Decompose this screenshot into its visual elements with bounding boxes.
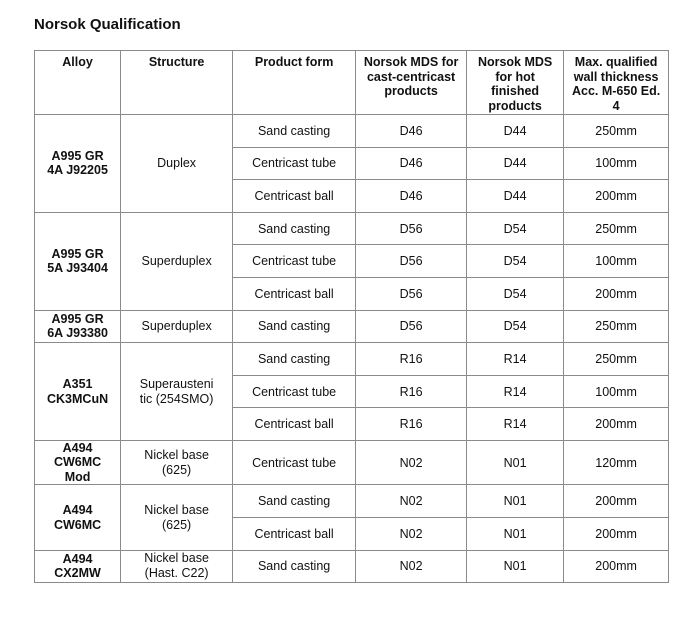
wall-thickness-cell: 200mm <box>564 485 669 518</box>
structure-label: Superduplex <box>141 253 212 268</box>
mds-cast-cell: D56 <box>356 310 467 343</box>
product-form-cell: Centricast tube <box>233 245 356 278</box>
alloy-cell <box>35 343 121 441</box>
mds-hot-cell: R14 <box>467 343 564 376</box>
product-form-cell: Sand casting <box>233 485 356 518</box>
mds-hot-cell: D54 <box>467 212 564 245</box>
structure-cell <box>121 343 233 441</box>
product-form-cell: Centricast ball <box>233 518 356 551</box>
table-row <box>35 212 669 245</box>
wall-thickness-cell: 100mm <box>564 375 669 408</box>
wall-thickness-cell: 250mm <box>564 310 669 343</box>
product-form-cell: Centricast tube <box>233 440 356 485</box>
table-row <box>35 115 669 148</box>
mds-hot-cell: N01 <box>467 485 564 518</box>
product-form-cell: Sand casting <box>233 550 356 583</box>
wall-thickness-cell: 250mm <box>564 343 669 376</box>
table-row <box>35 310 669 343</box>
wall-thickness-cell: 200mm <box>564 180 669 213</box>
alloy-label: A351 CK3MCuN <box>47 377 109 406</box>
mds-hot-cell: D54 <box>467 277 564 310</box>
structure-label: Duplex <box>157 155 197 170</box>
header-max-wall: Max. qualified wall thickness Acc. M-650 Ed. 4 <box>564 51 669 115</box>
structure-label: Superduplex <box>141 318 212 333</box>
mds-cast-cell: D56 <box>356 212 467 245</box>
product-form-cell: Sand casting <box>233 115 356 148</box>
mds-cast-cell: D46 <box>356 180 467 213</box>
mds-cast-cell: D46 <box>356 115 467 148</box>
mds-cast-cell: R16 <box>356 408 467 441</box>
alloy-cell <box>35 115 121 213</box>
header-mds-hot: Norsok MDS for hot finished products <box>467 51 564 115</box>
product-form-cell: Centricast tube <box>233 375 356 408</box>
wall-thickness-cell: 200mm <box>564 550 669 583</box>
header-row <box>35 51 669 115</box>
wall-thickness-cell: 120mm <box>564 440 669 485</box>
wall-thickness-cell: 200mm <box>564 408 669 441</box>
table-row <box>35 440 669 485</box>
product-form-cell: Centricast ball <box>233 408 356 441</box>
alloy-cell <box>35 212 121 310</box>
alloy-label: A494 CX2MW <box>54 551 101 581</box>
structure-cell <box>121 550 233 583</box>
header-alloy: Alloy <box>35 51 121 115</box>
wall-thickness-cell: 250mm <box>564 115 669 148</box>
mds-hot-cell: R14 <box>467 408 564 441</box>
table-row <box>35 485 669 518</box>
mds-cast-cell: N02 <box>356 518 467 551</box>
qualification-table <box>34 50 669 583</box>
alloy-cell <box>35 440 121 485</box>
mds-cast-cell: N02 <box>356 550 467 583</box>
mds-cast-cell: R16 <box>356 343 467 376</box>
product-form-cell: Centricast ball <box>233 277 356 310</box>
mds-hot-cell: R14 <box>467 375 564 408</box>
structure-label: Nickel base (Hast. C22) <box>144 551 209 581</box>
mds-hot-cell: D44 <box>467 180 564 213</box>
mds-hot-cell: N01 <box>467 440 564 485</box>
wall-thickness-cell: 100mm <box>564 147 669 180</box>
table-row <box>35 550 669 583</box>
alloy-label: A995 GR 6A J93380 <box>47 311 108 341</box>
structure-cell <box>121 485 233 550</box>
alloy-label: A494 CW6MC Mod <box>53 440 102 484</box>
wall-thickness-cell: 200mm <box>564 518 669 551</box>
mds-hot-cell: D54 <box>467 310 564 343</box>
alloy-cell <box>35 485 121 550</box>
alloy-label: A995 GR 5A J93404 <box>47 246 108 276</box>
mds-cast-cell: D56 <box>356 277 467 310</box>
mds-cast-cell: D56 <box>356 245 467 278</box>
product-form-cell: Sand casting <box>233 343 356 376</box>
structure-cell <box>121 115 233 213</box>
mds-hot-cell: D44 <box>467 115 564 148</box>
structure-cell <box>121 212 233 310</box>
alloy-cell <box>35 310 121 343</box>
mds-cast-cell: D46 <box>356 147 467 180</box>
product-form-cell: Centricast tube <box>233 147 356 180</box>
structure-label: Nickel base (625) <box>144 447 209 477</box>
mds-hot-cell: D44 <box>467 147 564 180</box>
structure-cell <box>121 440 233 485</box>
page-title: Norsok Qualification <box>34 16 181 33</box>
wall-thickness-cell: 250mm <box>564 212 669 245</box>
mds-hot-cell: N01 <box>467 518 564 551</box>
table-row <box>35 343 669 376</box>
header-product-form: Product form <box>233 51 356 115</box>
mds-hot-cell: N01 <box>467 550 564 583</box>
product-form-cell: Sand casting <box>233 212 356 245</box>
header-structure: Structure <box>121 51 233 115</box>
alloy-label: A995 GR 4A J92205 <box>47 148 108 178</box>
mds-cast-cell: N02 <box>356 485 467 518</box>
alloy-cell <box>35 550 121 583</box>
wall-thickness-cell: 200mm <box>564 277 669 310</box>
mds-hot-cell: D54 <box>467 245 564 278</box>
structure-label: Superausteni tic (254SMO) <box>139 376 214 406</box>
wall-thickness-cell: 100mm <box>564 245 669 278</box>
structure-cell <box>121 310 233 343</box>
mds-cast-cell: R16 <box>356 375 467 408</box>
alloy-label: A494 CW6MC <box>53 503 102 532</box>
product-form-cell: Centricast ball <box>233 180 356 213</box>
structure-label: Nickel base (625) <box>144 502 209 532</box>
product-form-cell: Sand casting <box>233 310 356 343</box>
mds-cast-cell: N02 <box>356 440 467 485</box>
header-mds-cast: Norsok MDS for cast-centricast products <box>356 51 467 115</box>
